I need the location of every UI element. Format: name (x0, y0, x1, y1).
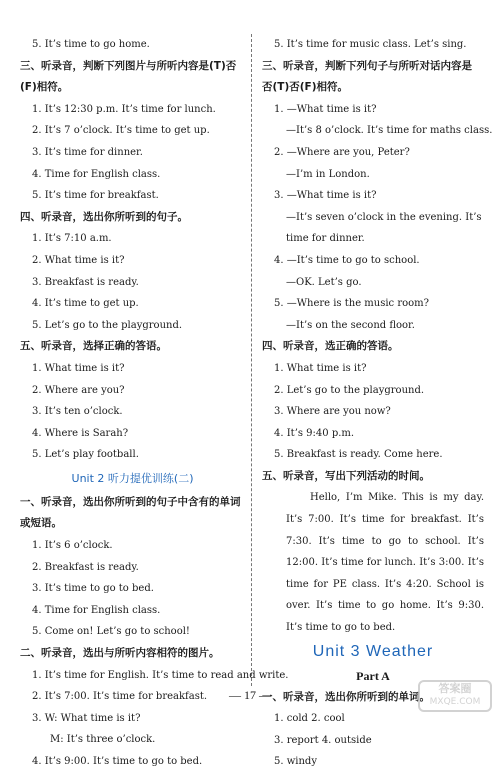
item-line: 4. Where is Sarah? (32, 427, 129, 439)
item-line: 2. It’s 7:00. It’s time for breakfast. (32, 691, 208, 703)
dialog-line: 2. —Where are you, Peter? (274, 146, 410, 158)
item-line: 3. It’s time for dinner. (32, 146, 143, 158)
section-heading: 三、听录音，判断下列图片与所听内容是(T)否 (20, 59, 237, 72)
item-line: 1. It’s 12:30 p.m. It’s time for lunch. (32, 103, 216, 115)
item-line: 5. It’s time for music class. Let’s sing. (274, 39, 467, 50)
item-line: 1. It’s 7:10 a.m. (32, 233, 112, 245)
item-line: 5. Come on! Let’s go to school! (32, 626, 190, 638)
right-column (262, 34, 493, 773)
item-line: 4. Time for English class. (32, 604, 161, 616)
dialog-line: —It’s on the second floor. (286, 319, 415, 331)
passage: Hello, I’m Mike. This is my day. It’s 7:00. It’s time for breakfast. It’s 7:30. It’s time to go to school. It’s 12:00. It’s time for lunch. It’s 3:00. It’s time for PE class. It’s 4:20. School is over. It’s time to go home. It’s 9:30. It’s time to go to bed. (286, 492, 484, 634)
item-line: 3. Breakfast is ready. (32, 276, 139, 288)
item-line: 3. W: What time is it? (32, 712, 141, 724)
watermark-logo (418, 680, 492, 712)
item-line: 1. It’s time for English. It’s time to read and write. (32, 669, 289, 681)
item-line: 1. cold 2. cool (274, 713, 345, 725)
section-heading-cont: 或短语。 (20, 517, 62, 530)
item-line: 4. Time for English class. (32, 168, 161, 180)
dialog-line: —OK. Let’s go. (286, 276, 362, 288)
dialog-line: 5. —Where is the music room? (274, 298, 429, 310)
section-heading: 五、听录音，选择正确的答语。 (20, 340, 167, 353)
dialog-line: 3. —What time is it? (274, 190, 377, 202)
dialog-line: 1. —What time is it? (274, 103, 377, 115)
item-line: M: It’s three o’clock. (50, 734, 156, 746)
item-line: 4. It’s time to get up. (32, 298, 139, 310)
item-line: 5. Let’s go to the playground. (32, 319, 183, 331)
item-line: 1. It’s 6 o’clock. (32, 540, 113, 552)
item-line: 3. Where are you now? (274, 406, 391, 418)
section-heading: 二、听录音，选出与所听内容相符的图片。 (20, 647, 220, 660)
section-heading: 一、听录音，选出你所听到的单词。 (262, 690, 430, 703)
item-line: 1. What time is it? (274, 362, 367, 374)
section-heading: 一、听录音，选出你所听到的句子中含有的单词 (20, 495, 241, 508)
section-heading: 五、听录音，写出下列活动的时间。 (262, 469, 430, 482)
item-line: 5. It’s time for breakfast. (32, 190, 159, 202)
watermark-top: 答案圈 (438, 682, 472, 695)
dialog-line: 4. —It’s time to go to school. (274, 254, 420, 266)
watermark-bottom: MXQE.COM (429, 697, 481, 707)
item-line: 5. Breakfast is ready. Come here. (274, 449, 443, 461)
item-line: 3. It’s time to go to bed. (32, 583, 154, 595)
dialog-line: —It’s seven o’clock in the evening. It’s (286, 211, 482, 223)
part-heading: Part A (356, 668, 390, 683)
section-heading: 四、听录音，选正确的答语。 (262, 340, 399, 353)
section-heading: 四、听录音，选出你所听到的句子。 (20, 210, 188, 223)
item-line: 2. Breakfast is ready. (32, 561, 139, 573)
column-divider (251, 34, 252, 686)
dialog-line: time for dinner. (286, 233, 365, 245)
dialog-line: —It’s 8 o’clock. It’s time for maths class. (286, 125, 493, 137)
section-heading: 三、听录音，判断下列句子与所听对话内容是 (262, 59, 472, 72)
item-line: 2. What time is it? (32, 254, 125, 266)
unit-heading: Unit 3 Weather (312, 642, 434, 660)
item-line: 4. It’s 9:40 p.m. (274, 427, 355, 439)
item-line: 5. windy (274, 756, 317, 768)
section-heading-cont: (F)相符。 (20, 81, 69, 94)
item-line: 3. It’s ten o’clock. (32, 406, 123, 418)
item-line: 1. What time is it? (32, 362, 125, 374)
dialog-line: —I’m in London. (286, 168, 370, 180)
item-line: 5. Let’s play football. (32, 449, 139, 461)
item-line: 4. It’s 9:00. It’s time to go to bed. (32, 756, 203, 767)
item-line: 5. It’s time to go home. (32, 39, 150, 50)
item-line: 2. It’s 7 o’clock. It’s time to get up. (32, 125, 210, 137)
item-line: 3. report 4. outside (274, 734, 372, 746)
item-line: 2. Where are you? (32, 384, 125, 396)
page-number: — 17 — (229, 688, 271, 702)
unit-heading: Unit 2 听力提优训练(二) (71, 471, 194, 485)
section-heading-cont: 否(T)否(F)相符。 (262, 81, 349, 94)
item-line: 2. Let’s go to the playground. (274, 384, 425, 396)
